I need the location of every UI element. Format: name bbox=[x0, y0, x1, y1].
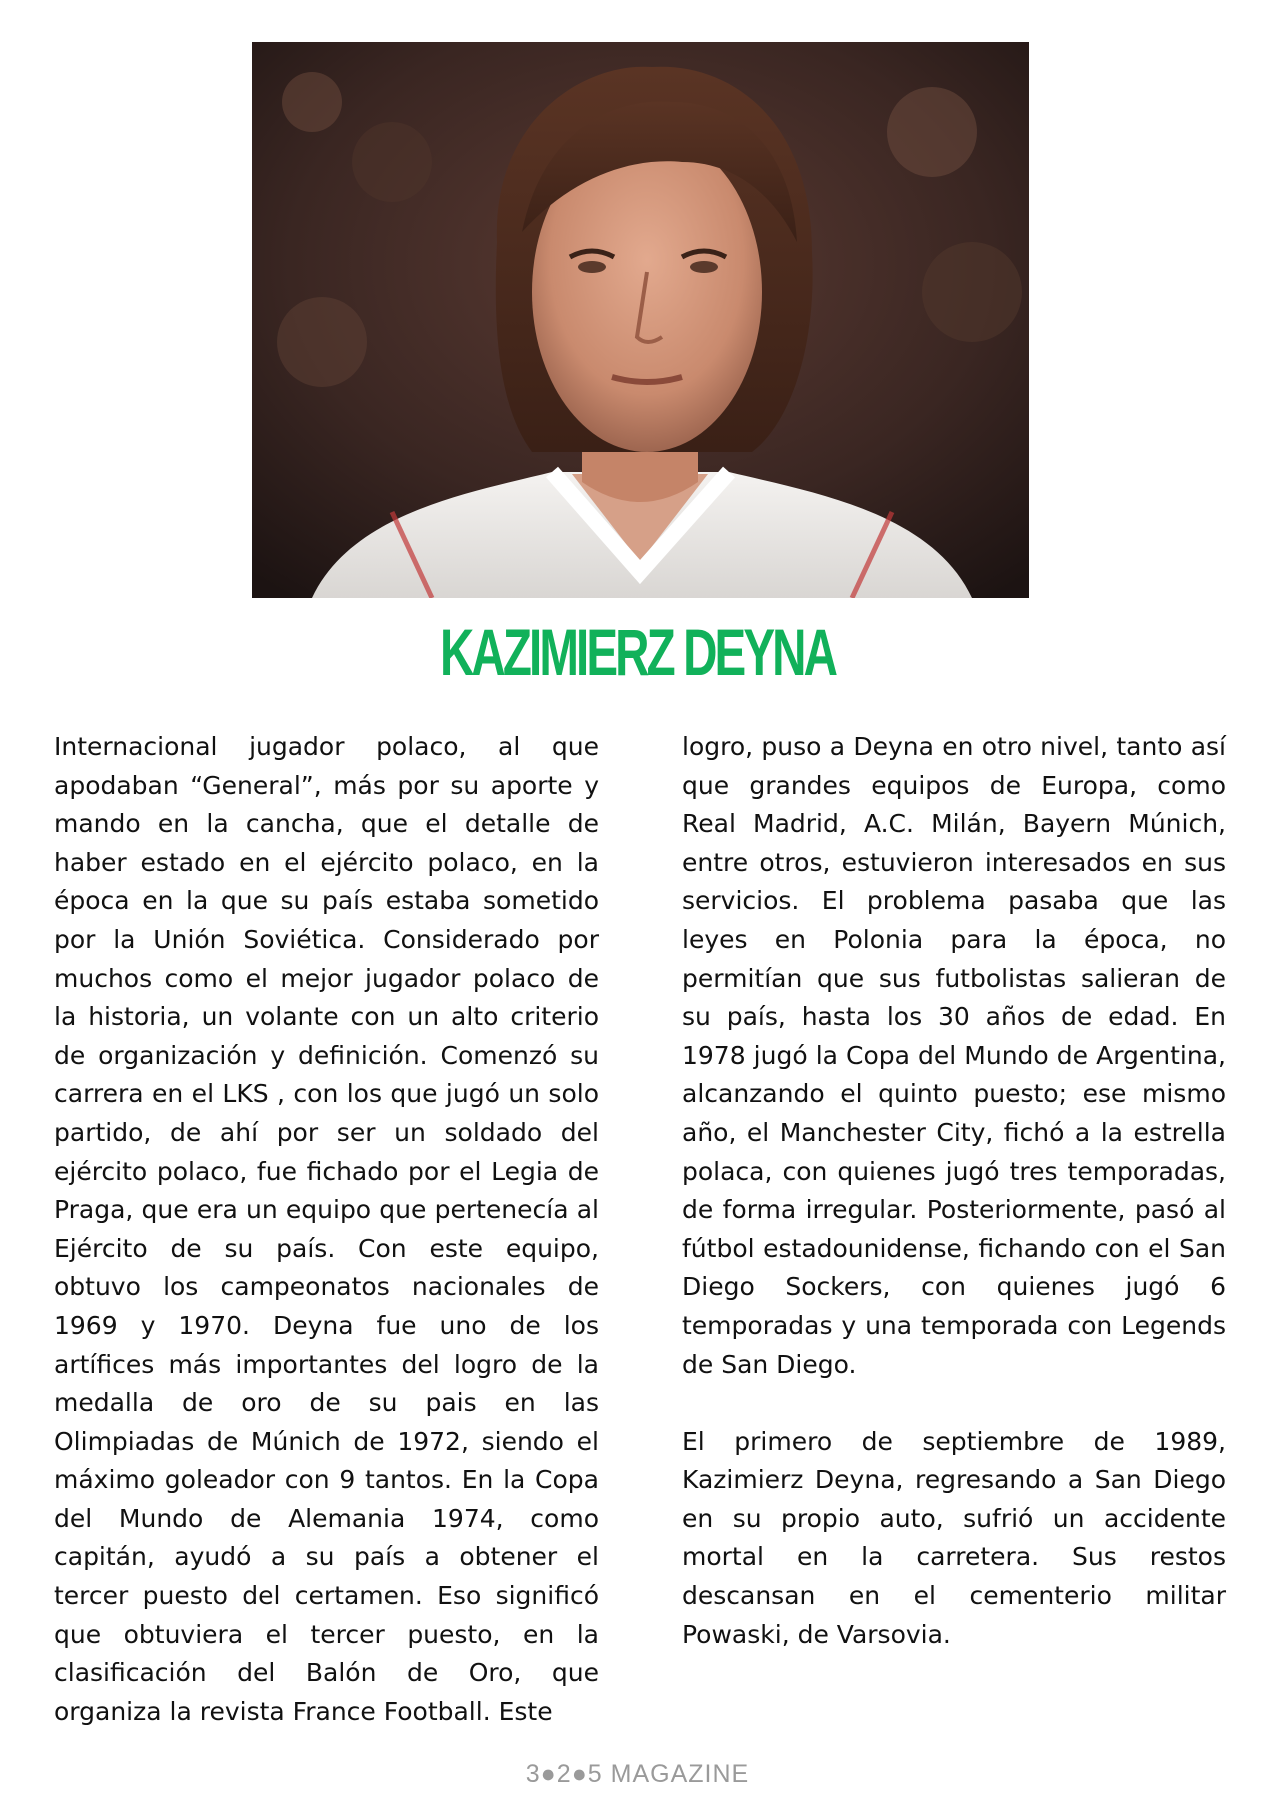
right-column-paragraph-2: El primero de septiembre de 1989, Kazimierz Deyna, regresando a San Diego en su propio auto, sufrió un accidente mortal en la carretera. Sus restos descansan en el cementerio militar Powaski, de Varsovia. bbox=[682, 1426, 1226, 1649]
article-column-left bbox=[54, 728, 599, 1731]
article-title: KAZIMIERZ DEYNA bbox=[439, 615, 836, 689]
player-portrait-illustration bbox=[252, 42, 1029, 598]
article-column-right bbox=[682, 728, 1226, 1654]
right-column-paragraph-1: logro, puso a Deyna en otro nivel, tanto así que grandes equipos de Europa, como Real Madrid, A.C. Milán, Bayern Múnich, entre otros, estuvieron interesados en sus servicios. El problema pasaba que las leyes en Polonia para la época, no permitían que sus futbolistas salieran de su país, hasta los 30 años de edad. En 1978 jugó la Copa del Mundo de Argentina, alcanzando el quinto puesto; ese mismo año, el Manchester City, fichó a la estrella polaca, con quienes jugó tres temporadas, de forma irregular. Posteriormente, pasó al fútbol estadounidense, fichando con el San Diego Sockers, con quienes jugó 6 temporadas y una temporada con Legends de San Diego. bbox=[682, 732, 1226, 1379]
player-portrait-photo bbox=[252, 42, 1029, 598]
magazine-footer: 3●2●5 MAGAZINE bbox=[525, 1760, 750, 1788]
left-column-paragraph: Internacional jugador polaco, al que apodaban “General”, más por su aporte y mando en la cancha, que el detalle de haber estado en el ejército polaco, en la época en la que su país estaba sometido por la Unión Soviética. Considerado por muchos como el mejor jugador polaco de la historia, un volante con un alto criterio de organización y definición. Comenzó su carrera en el LKS , con los que jugó un solo partido, de ahí por ser un soldado del ejército polaco, fue fichado por el Legia de Praga, que era un equipo que pertenecía al Ejército de su país. Con este equipo, obtuvo los campeonatos nacionales de 1969 y 1970. Deyna fue uno de los artífices más importantes del logro de la medalla de oro de su pais en las Olimpiadas de Múnich de 1972, siendo el máximo goleador con 9 tantos. En la Copa del Mundo de Alemania 1974, como capitán, ayudó a su país a obtener el tercer puesto del certamen. Eso significó que obtuviera el tercer puesto, en la clasificación del Balón de Oro, que organiza la revista France Football. Este bbox=[54, 732, 599, 1726]
